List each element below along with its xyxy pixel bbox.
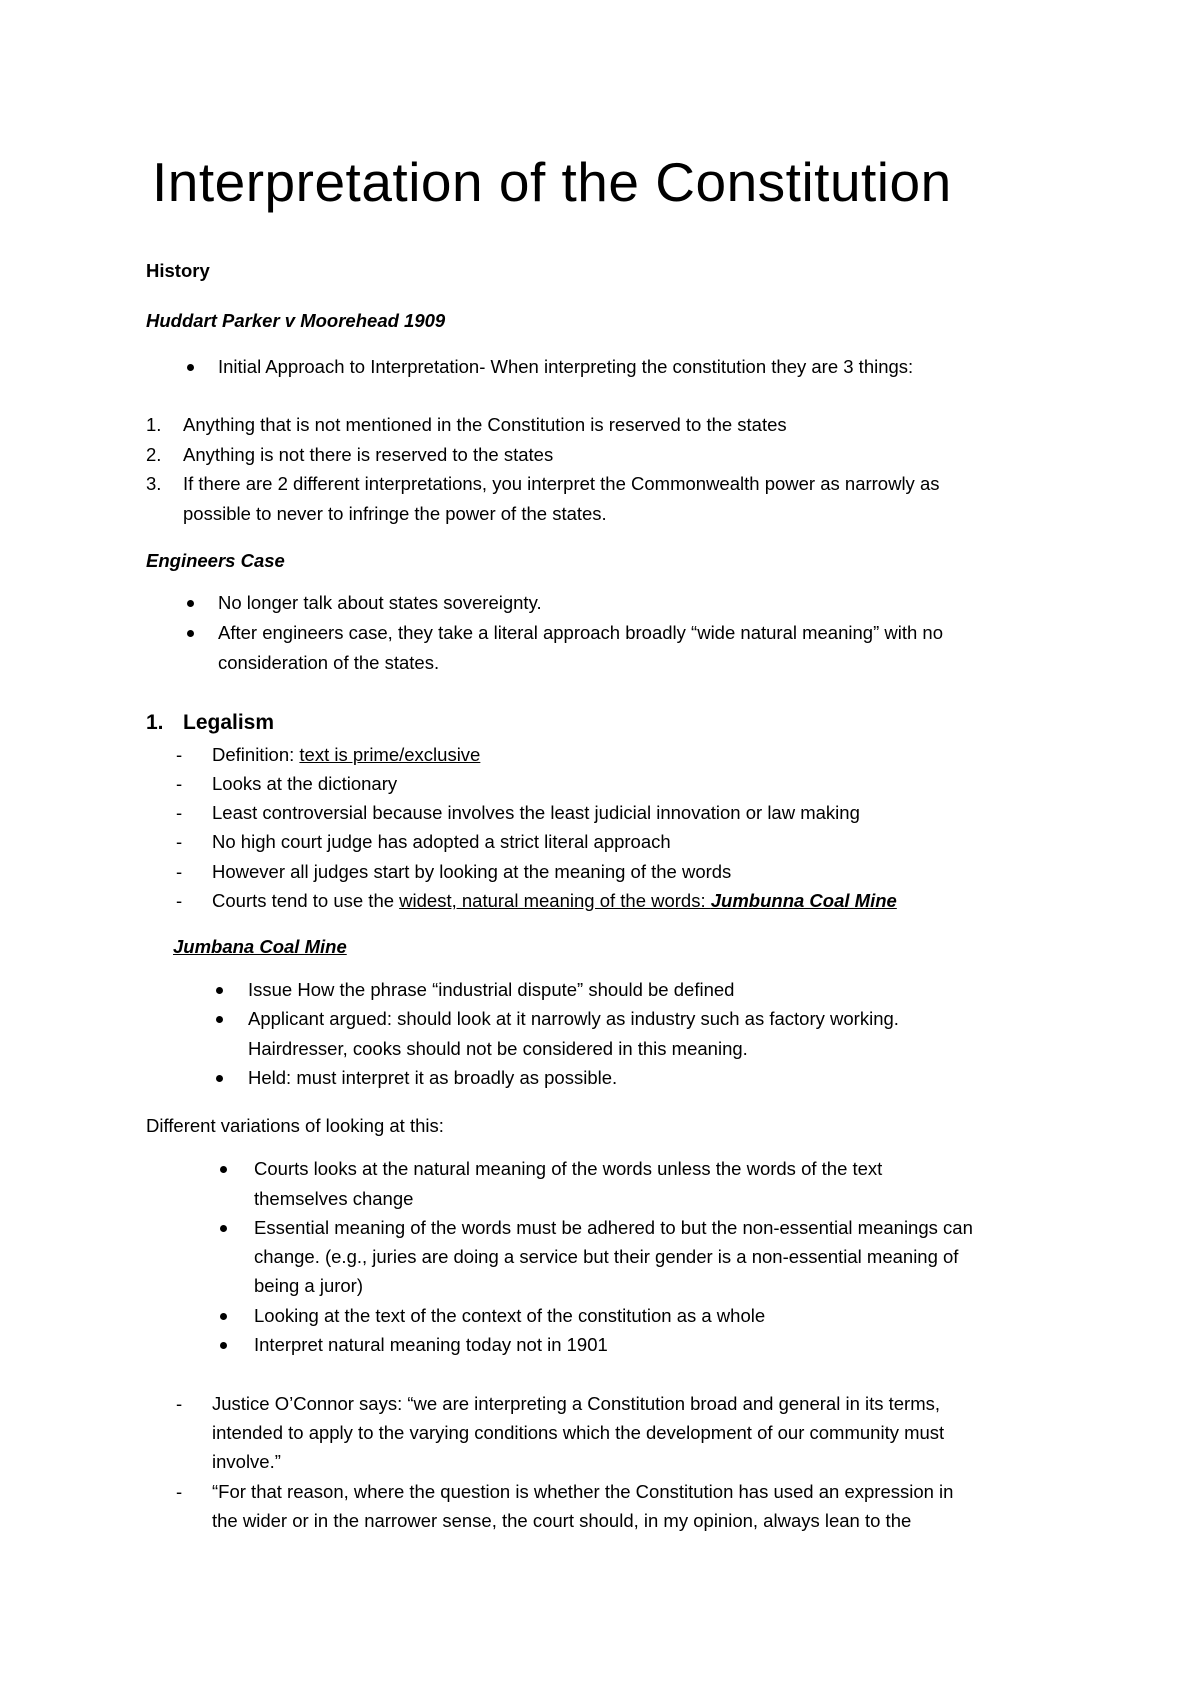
history-heading: History	[146, 260, 210, 281]
legalism-heading: Legalism	[183, 711, 275, 734]
bullet-marker	[220, 1166, 227, 1173]
numbered-item-2: Anything is not there is reserved to the states	[183, 444, 554, 465]
legalism-item-definition	[212, 746, 480, 765]
bullet-marker	[187, 600, 194, 607]
bullet-marker	[220, 1225, 227, 1232]
section-number: 1.	[146, 711, 164, 734]
legalism-item-widest-meaning	[212, 892, 897, 911]
dash-marker: -	[176, 802, 183, 823]
quote-reason-line-2: the wider or in the narrower sense, the court should, in my opinion, always lean to the	[212, 1510, 912, 1531]
engineers-bullet-1: No longer talk about states sovereignty.	[218, 592, 542, 613]
variation-bullet-2-line-3: being a juror)	[254, 1275, 364, 1296]
bullet-marker	[220, 1313, 227, 1320]
page-title: Interpretation of the Constitution	[152, 151, 952, 213]
case-heading-jumbana: Jumbana Coal Mine	[173, 936, 347, 957]
jumbana-bullet-held: Held: must interpret it as broadly as possible.	[248, 1067, 618, 1088]
variation-bullet-3: Looking at the text of the context of the constitution as a whole	[254, 1305, 766, 1326]
dash-marker: -	[176, 1481, 183, 1502]
variation-bullet-1-line-1: Courts looks at the natural meaning of the words unless the words of the text	[254, 1158, 883, 1179]
numbered-item-3-line-1: If there are 2 different interpretations, you interpret the Commonwealth power as narrowly as	[183, 473, 940, 494]
definition-label: Definition:	[212, 744, 300, 765]
list-number: 2.	[146, 444, 162, 465]
engineers-bullet-2-line-1: After engineers case, they take a literal approach broadly “wide natural meaning” with no	[218, 622, 943, 643]
quote-oconnor-line-2: intended to apply to the varying conditions which the development of our community must	[212, 1422, 945, 1443]
jumbana-bullet-applicant-line-1: Applicant argued: should look at it narrowly as industry such as factory working.	[248, 1008, 899, 1029]
bullet-marker	[220, 1342, 227, 1349]
list-number: 3.	[146, 473, 162, 494]
variations-intro: Different variations of looking at this:	[146, 1115, 444, 1136]
numbered-item-1: Anything that is not mentioned in the Constitution is reserved to the states	[183, 414, 787, 435]
case-heading-huddart-parker: Huddart Parker v Moorehead 1909	[146, 310, 446, 331]
variation-bullet-2-line-1: Essential meaning of the words must be adhered to but the non-essential meanings can	[254, 1217, 973, 1238]
bullet-marker	[187, 364, 194, 371]
bullet-marker	[216, 987, 223, 994]
bullet-marker	[216, 1016, 223, 1023]
legalism-item-no-strict-literal: No high court judge has adopted a strict literal approach	[212, 831, 671, 852]
variation-bullet-1-line-2: themselves change	[254, 1188, 414, 1209]
engineers-bullet-2-line-2: consideration of the states.	[218, 652, 440, 673]
variation-bullet-4: Interpret natural meaning today not in 1901	[254, 1334, 608, 1355]
legalism-item-least-controversial: Least controversial because involves the least judicial innovation or law making	[212, 802, 860, 823]
dash-marker: -	[176, 773, 183, 794]
jumbana-bullet-applicant-line-2: Hairdresser, cooks should not be considered in this meaning.	[248, 1038, 748, 1059]
jumbunna-case-reference: Jumbunna Coal Mine	[710, 890, 897, 911]
quote-oconnor-line-1: Justice O’Connor says: “we are interpreting a Constitution broad and general in its terms,	[212, 1393, 941, 1414]
initial-approach-bullet: Initial Approach to Interpretation- When interpreting the constitution they are 3 things:	[218, 356, 914, 377]
dash-marker: -	[176, 861, 183, 882]
legalism-item-meaning-of-words: However all judges start by looking at the meaning of the words	[212, 861, 732, 882]
widest-meaning-prefix: Courts tend to use the	[212, 890, 400, 911]
bullet-marker	[216, 1075, 223, 1082]
case-heading-engineers: Engineers Case	[146, 550, 285, 571]
bullet-marker	[187, 630, 194, 637]
definition-underlined: text is prime/exclusive	[299, 744, 481, 765]
dash-marker: -	[176, 744, 183, 765]
dash-marker: -	[176, 831, 183, 852]
widest-meaning-underlined: widest, natural meaning of the words:	[399, 890, 711, 911]
legalism-item-dictionary: Looks at the dictionary	[212, 773, 398, 794]
numbered-item-3-line-2: possible to never to infringe the power of the states.	[183, 503, 607, 524]
dash-marker: -	[176, 1393, 183, 1414]
quote-oconnor-line-3: involve.”	[212, 1451, 281, 1472]
quote-reason-line-1: “For that reason, where the question is whether the Constitution has used an expression in	[212, 1481, 954, 1502]
list-number: 1.	[146, 414, 162, 435]
jumbana-bullet-issue: Issue How the phrase “industrial dispute” should be defined	[248, 979, 735, 1000]
variation-bullet-2-line-2: change. (e.g., juries are doing a service but their gender is a non-essential meaning of	[254, 1246, 959, 1267]
dash-marker: -	[176, 890, 183, 911]
